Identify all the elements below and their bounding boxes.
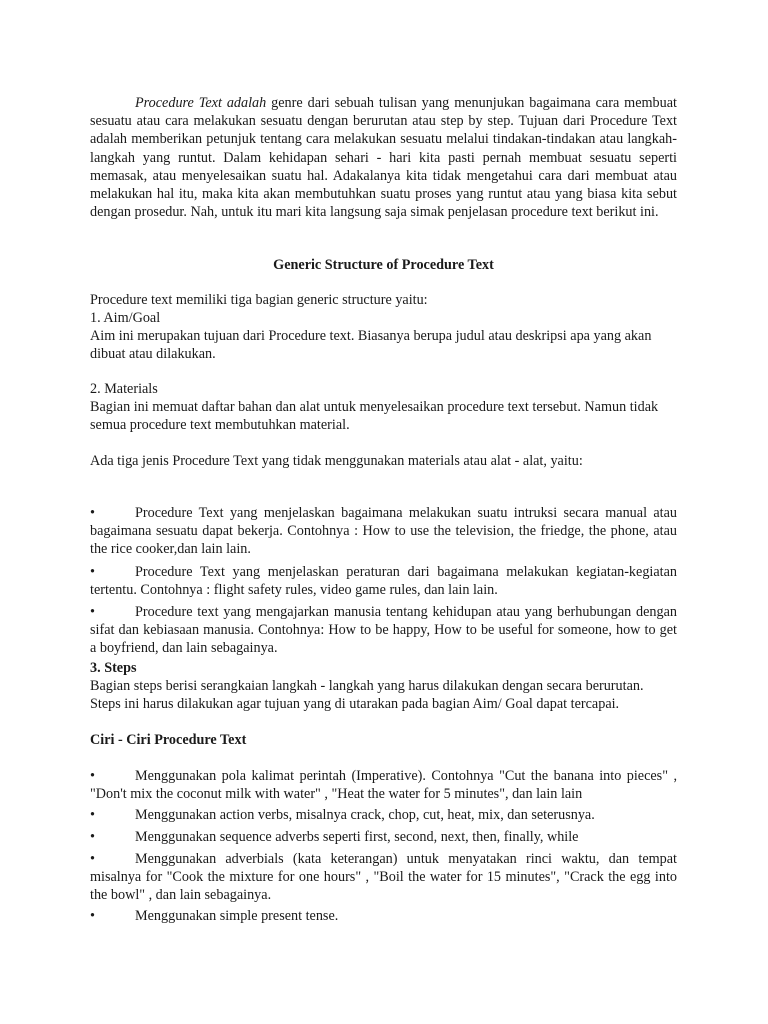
list-item-text: Menggunakan action verbs, misalnya crack, chop, cut, heat, mix, dan seterusnya. (135, 807, 595, 823)
list-item-text: Menggunakan sequence adverbs seperti first, second, next, then, finally, while (135, 829, 579, 845)
list-item-text: Menggunakan simple present tense. (135, 908, 339, 924)
steps-text: Bagian steps berisi serangkaian langkah - langkah yang harus dilakukan dengan secara berurutan. Steps ini harus dilakukan agar tujuan yang di utarakan pada bagian Aim/ Goal dapat tercapai. (90, 678, 644, 713)
intro-text: genre dari sebuah tulisan yang menunjukan bagaimana cara membuat sesuatu atau cara melakukan sesuatu dengan berurutan atau step by step. Tujuan dari Procedure Text adalah memberikan petunjuk tentang cara melakukan sesuatu melalui tindakan-tindakan atau langkah-langkah yang runtut. Dalam kehidapan sehari - hari kita pasti pernah membuat sesuatu seperti memasak, atau menyelesaikan suatu hal. Adakalanya kita tidak mengetahui cara dari membuat atau melakukan hal itu, maka kita akan membutuhkan suatu proses yang runtut atau yang biasa kita sebut dengan prosedur. Nah, untuk itu mari kita langsung saja simak penjelasan procedure text berikut ini. (90, 95, 677, 221)
structure-intro: Procedure text memiliki tiga bagian generic structure yaitu: (90, 292, 428, 308)
bullet-icon: • (90, 807, 95, 823)
bullet-icon: • (90, 505, 95, 521)
aim-title: 1. Aim/Goal (90, 310, 161, 326)
intro-paragraph (90, 94, 677, 221)
list-item (90, 767, 677, 803)
aim-text: Aim ini merupakan tujuan dari Procedure text. Biasanya berupa judul atau deskripsi apa yang akan dibuat atau dilakukan. (90, 328, 652, 363)
materials-title: 2. Materials (90, 381, 158, 397)
list-item (90, 907, 677, 925)
list-item (90, 563, 677, 599)
bullet-icon: • (90, 908, 95, 924)
heading-generic-structure: Generic Structure of Procedure Text (273, 257, 494, 273)
steps-title: 3. Steps (90, 660, 137, 676)
list-item (90, 806, 677, 824)
list-item (90, 850, 677, 905)
bullet-icon: • (90, 564, 95, 580)
bullet-icon: • (90, 768, 95, 784)
list-item-text: Procedure Text yang menjelaskan peraturan dari bagaimana melakukan kegiatan-kegiatan tertentu. Contohnya : flight safety rules, video game rules, dan lain lain. (90, 564, 677, 599)
list-item (90, 828, 677, 846)
bullet-icon: • (90, 851, 95, 867)
bullet-icon: • (90, 829, 95, 845)
no-materials-intro: Ada tiga jenis Procedure Text yang tidak menggunakan materials atau alat - alat, yaitu: (90, 453, 583, 469)
bullet-icon: • (90, 604, 95, 620)
list-item (90, 504, 677, 559)
list-item (90, 603, 677, 658)
list-item-text: Procedure Text yang menjelaskan bagaimana melakukan suatu intruksi secara manual atau bagaimana sesuatu dapat bekerja. Contohnya : How to use the television, the friedge, the phone, atau the rice cooker,dan lain lain. (90, 505, 677, 558)
list-item-text: Menggunakan pola kalimat perintah (Imperative). Contohnya "Cut the banana into pieces" , "Don't mix the coconut milk with water" , "Heat the water for 5 minutes", dan lain lain (90, 768, 677, 803)
list-item-text: Menggunakan adverbials (kata keterangan) untuk menyatakan rinci waktu, dan tempat misalnya for "Cook the mixture for one hours" , "Boil the water for 15 minutes", "Crack the egg into the bowl" , dan lain sebagainya. (90, 851, 677, 904)
materials-text: Bagian ini memuat daftar bahan dan alat untuk menyelesaikan procedure text tersebut. Namun tidak semua procedure text membutuhkan material. (90, 399, 659, 434)
heading-ciri: Ciri - Ciri Procedure Text (90, 732, 247, 748)
list-item-text: Procedure text yang mengajarkan manusia tentang kehidupan atau yang berhubungan dengan sifat dan kebiasaan manusia. Contohnya: How to be happy, How to be useful for someone, how to get a boyfriend, dan lain sebagainya. (90, 604, 677, 657)
intro-italic-lead: Procedure Text adalah (135, 95, 267, 111)
